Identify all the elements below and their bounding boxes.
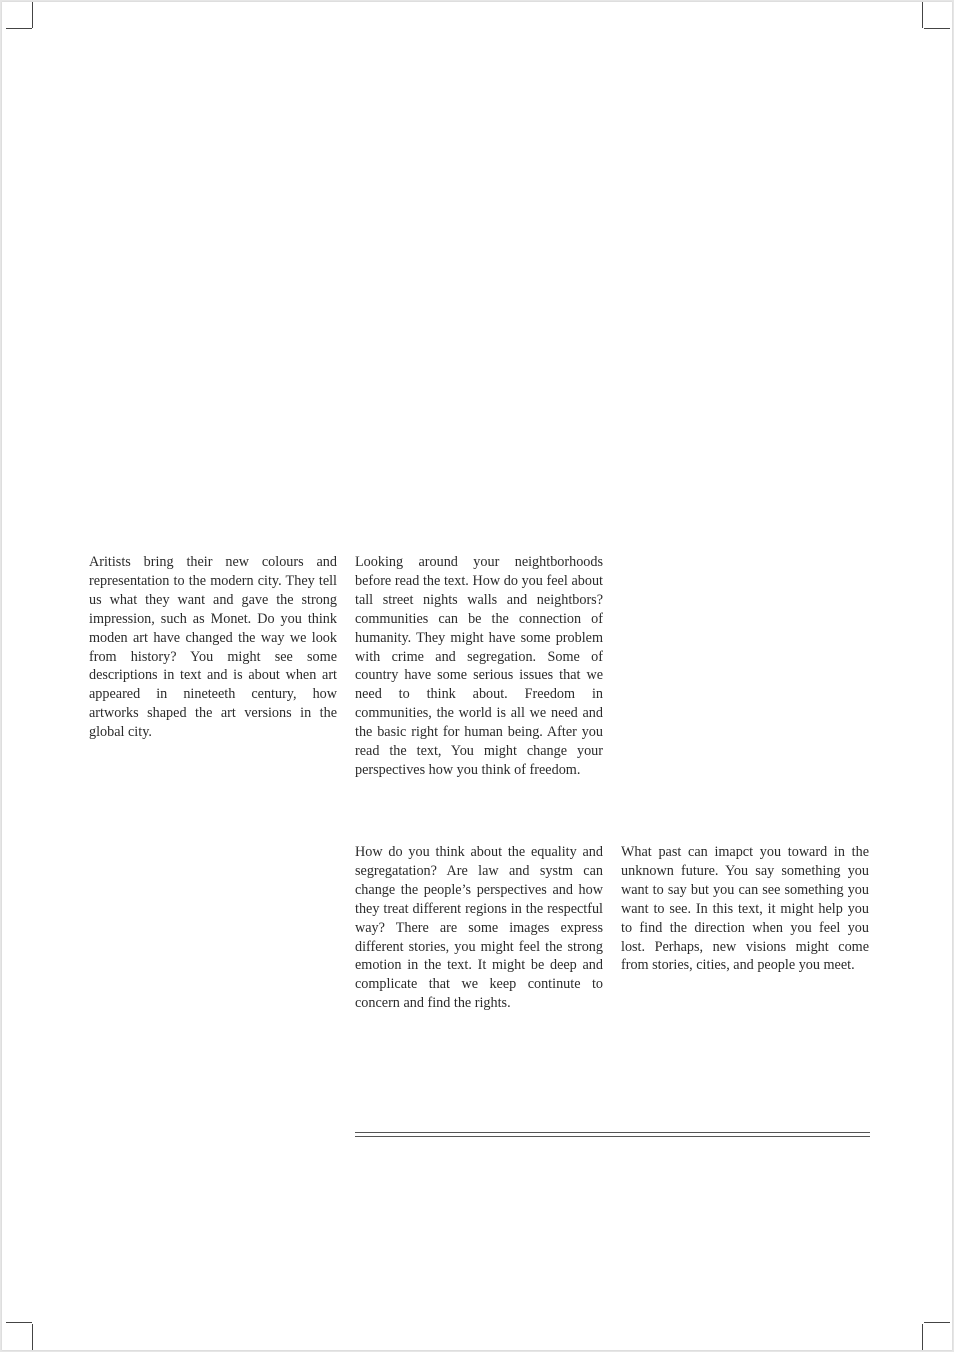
crop-mark-top-right-vertical bbox=[922, 2, 923, 28]
crop-mark-bottom-left-horizontal bbox=[6, 1322, 32, 1323]
crop-mark-bottom-right-horizontal bbox=[924, 1322, 950, 1323]
divider-rule-bottom bbox=[355, 1136, 870, 1137]
crop-mark-top-left-vertical bbox=[32, 2, 33, 28]
text-column-equality: How do you think about the equality and segregatation? Are law and systm can change the people’s perspectives and how they treat different regions in the respectful way? There are some images express different stories, you might feel the strong emotion in the text. It might be deep and complicate that we keep continute to concern and find the rights. bbox=[355, 844, 603, 1012]
crop-mark-top-left-horizontal bbox=[6, 28, 32, 29]
document-page bbox=[2, 2, 952, 1350]
crop-mark-top-right-horizontal bbox=[924, 28, 950, 29]
divider-rule-top bbox=[355, 1132, 870, 1133]
text-column-future: What past can imapct you toward in the unknown future. You say something you want to say but you can see something you want to see. In this text, it might help you to find the direction when you feel you lost. Perhaps, new visions might come from stories, cities, and people you meet. bbox=[621, 844, 869, 974]
text-column-art: Aritists bring their new colours and representation to the modern city. They tell us what they want and gave the strong impression, such as Monet. Do you think moden art have changed the way we look from history? You might see some descriptions in text and is about when art appeared in nineteeth century, how artworks shaped the art versions in the global city. bbox=[89, 554, 337, 741]
crop-mark-bottom-left-vertical bbox=[32, 1324, 33, 1350]
text-column-neighborhoods: Looking around your neightborhoods before read the text. How do you feel about tall street nights walls and neightbors? communities can be the connection of humanity. They might have some problem with crime and segregation. Some of country have some serious issues that we need to think about. Freedom in communities, the world is all we need and the basic right for human being. After you read the text, You might change your perspectives how you think of freedom. bbox=[355, 554, 603, 778]
crop-mark-bottom-right-vertical bbox=[922, 1324, 923, 1350]
